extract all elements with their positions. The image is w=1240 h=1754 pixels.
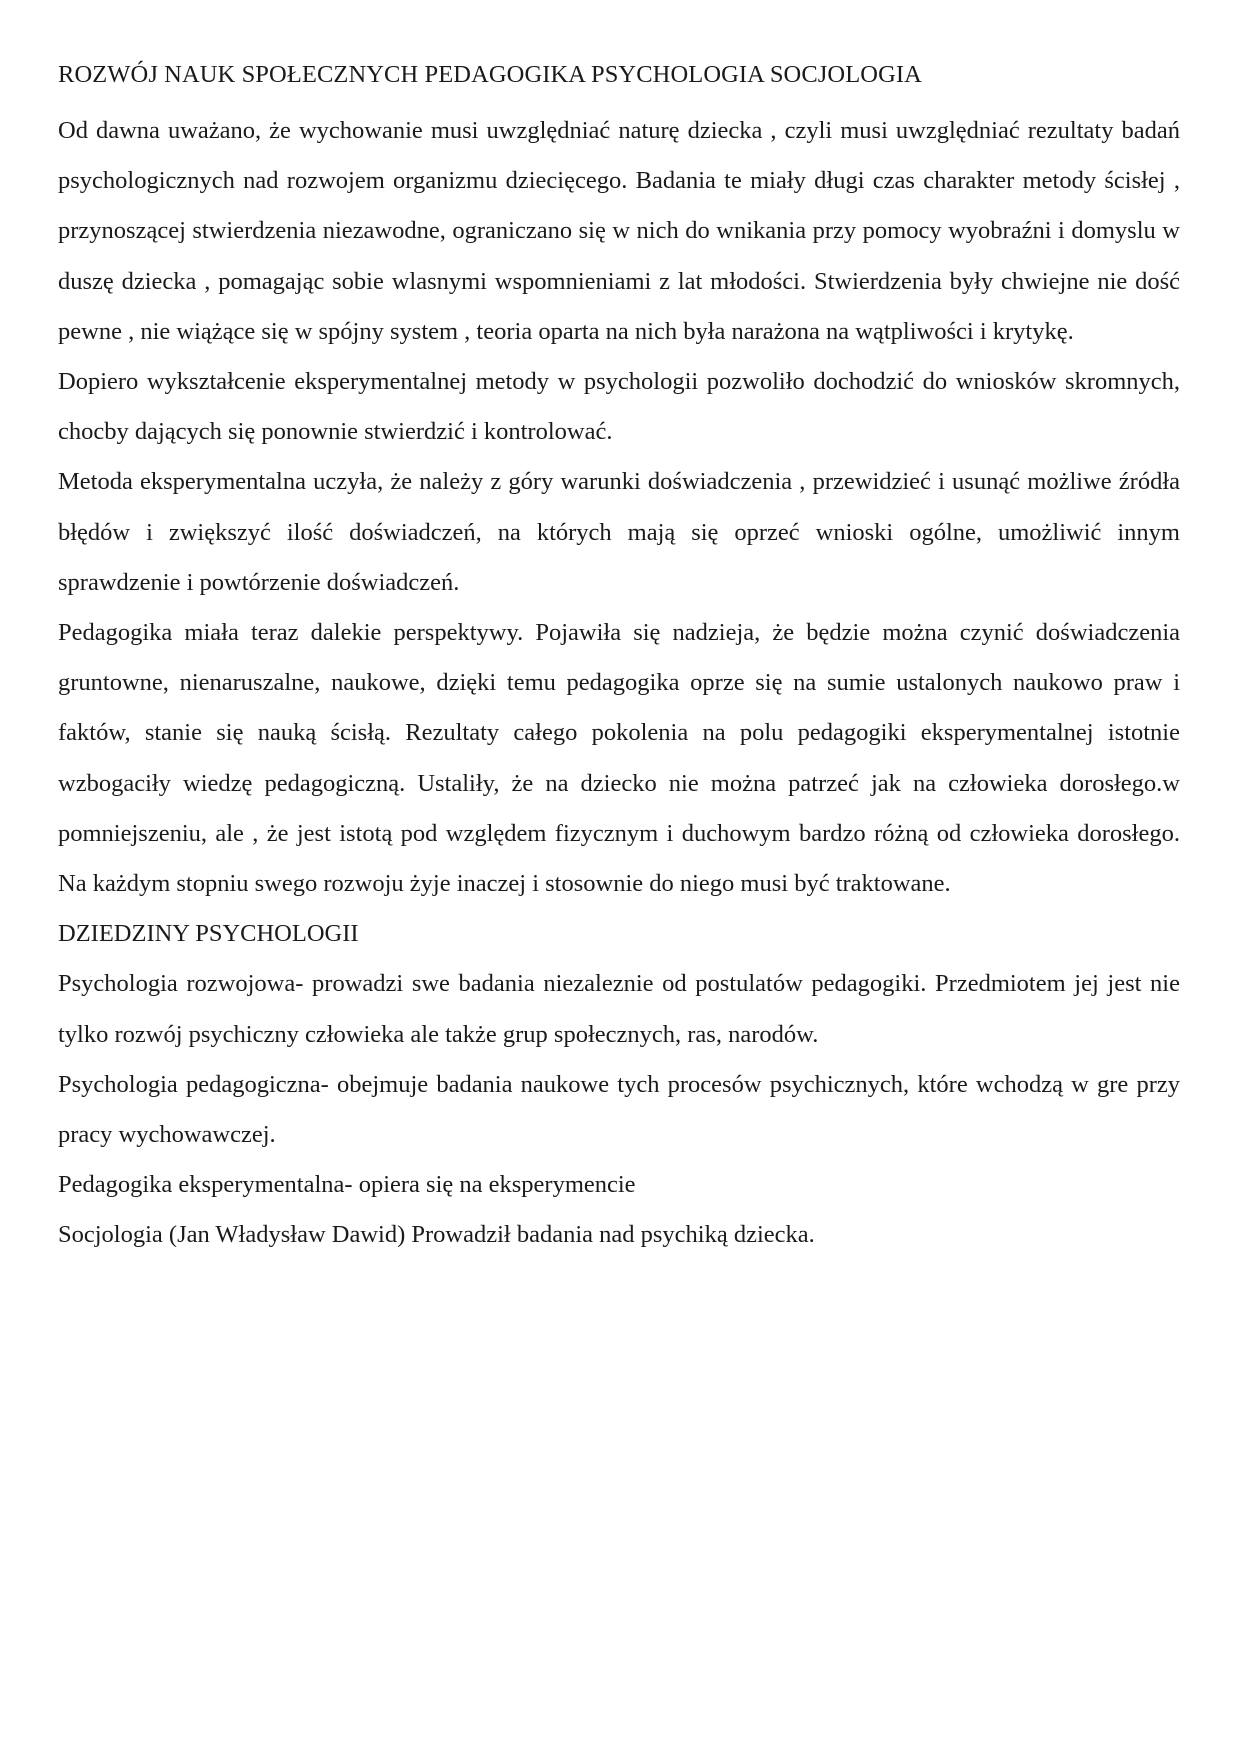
section-paragraph-4: Socjologia (Jan Władysław Dawid) Prowadził badania nad psychiką dziecka. — [58, 1221, 815, 1249]
section-paragraph-2: Psychologia pedagogiczna- obejmuje badania naukowe tych procesów psychicznych, które wchodzą w gre przy pracy wychowawczej. — [58, 1070, 1180, 1149]
document-page — [58, 56, 1180, 1261]
paragraph-3: Metoda eksperymentalna uczyła, że należy z góry warunki doświadczenia , przewidzieć i usunąć możliwe źródła błędów i zwiększyć ilość doświadczeń, na których mają się oprzeć wnioski ogólne, umożliwić innym sprawdzenie i powtórzenie doświadczeń. — [58, 468, 1180, 596]
document-title: ROZWÓJ NAUK SPOŁECZNYCH PEDAGOGIKA PSYCHOLOGIA SOCJOLOGIA — [58, 61, 922, 88]
section-paragraph-3: Pedagogika eksperymentalna- opiera się na eksperymencie — [58, 1171, 636, 1199]
section-paragraph-1: Psychologia rozwojowa- prowadzi swe badania niezaleznie od postulatów pedagogiki. Przedmiotem jej jest nie tylko rozwój psychiczny człowieka ale także grup społecznych, ras, narodów. — [58, 970, 1180, 1048]
paragraph-2: Dopiero wykształcenie eksperymentalnej metody w psychologii pozwoliło dochodzić do wniosków skromnych, chocby dających się ponownie stwierdzić i kontrolować. — [58, 368, 1180, 446]
paragraph-4: Pedagogika miała teraz dalekie perspektywy. Pojawiła się nadzieja, że będzie można czynić doświadczenia gruntowne, nienaruszalne, naukowe, dzięki temu pedagogika oprze się na sumie ustalonych naukowo praw i faktów, stanie się nauką ścisłą. Rezultaty całego pokolenia na polu pedagogiki eksperymentalnej istotnie wzbogaciły wiedzę pedagogiczną. Ustaliły, że na dziecko nie można patrzeć jak na człowieka dorosłego.w pomniejszeniu, ale , że jest istotą pod względem fizycznym i duchowym bardzo różną od człowieka dorosłego. Na każdym stopniu swego rozwoju żyje inaczej i stosownie do niego musi być traktowane. — [58, 619, 1180, 898]
section-heading: DZIEDZINY PSYCHOLOGII — [58, 920, 359, 948]
paragraph-1: Od dawna uważano, że wychowanie musi uwzględniać naturę dziecka , czyli musi uwzględniać rezultaty badań psychologicznych nad rozwojem organizmu dziecięcego. Badania te miały długi czas charakter metody ścisłej , przynoszącej stwierdzenia niezawodne, ograniczano się w nich do wnikania przy pomocy wyobraźni i domyslu w duszę dziecka , pomagając sobie wlasnymi wspomnieniami z lat młodości. Stwierdzenia były chwiejne nie dość pewne , nie wiążące się w spójny system , teoria oparta na nich była narażona na wątpliwości i krytykę. — [58, 117, 1180, 345]
